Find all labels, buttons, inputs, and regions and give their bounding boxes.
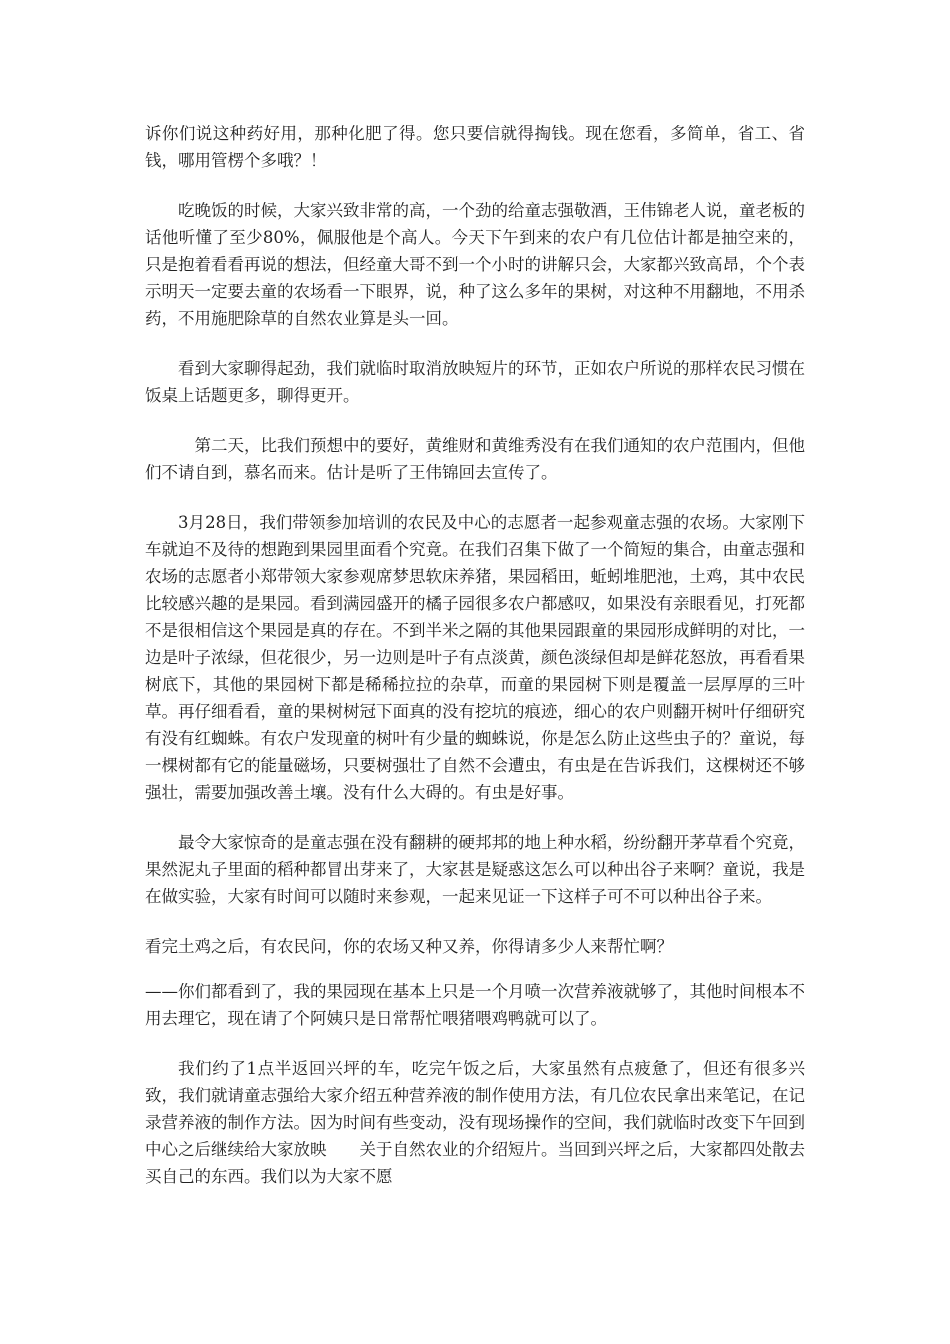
paragraph-dinner: 吃晚饭的时候，大家兴致非常的高，一个劲的给童志强敬酒，王伟锦老人说，童老板的话他听懂了至少80%，佩服他是个高人。今天下午到来的农户有几位估计都是抽空来的，只是抱着看看再说的想法，但经童大哥不到一个小时的讲解只会，大家都兴致高昂，个个表示明天一定要去童的农场看一下眼界，说，种了这么多年的果树，对这种不用翻地，不用杀药，不用施肥除草的自然农业算是头一回。 [145,201,805,328]
document-body [145,120,805,1213]
paragraph-return: 我们约了1点半返回兴坪的车，吃完午饭之后，大家虽然有点疲惫了，但还有很多兴致，我们就请童志强给大家介绍五种营养液的制作使用方法，有几位农民拿出来笔记，在记录营养液的制作方法。因为时间有些变动，没有现场操作的空间，我们就临时改变下午回到中心之后继续给大家放映 关于自然农业的介绍短片。当回到兴坪之后，大家都四处散去买自己的东西。我们以为大家不愿 [145,1059,805,1186]
paragraph-question: 看完土鸡之后，有农民问，你的农场又种又养，你得请多少人来帮忙啊？ [145,937,673,956]
paragraph-continuation: 诉你们说这种药好用，那种化肥了得。您只要信就得掏钱。现在您看，多简单，省工、省钱，哪用管楞个多哦？！ [145,124,805,170]
paragraph-rice-planting: 最令大家惊奇的是童志强在没有翻耕的硬邦邦的地上种水稻，纷纷翻开茅草看个究竟，果然泥丸子里面的稻种都冒出芽来了，大家甚是疑惑这怎么可以种出谷子来啊？童说，我是在做实验，大家有时间可以随时来参观，一起来见证一下这样子可不可以种出谷子来。 [145,833,805,906]
paragraph-second-day: 第二天，比我们预想中的要好，黄维财和黄维秀没有在我们通知的农户范围内，但他们不请自到，慕名而来。估计是听了王伟锦回去宣传了。 [145,436,805,482]
paragraph-chatting: 看到大家聊得起劲，我们就临时取消放映短片的环节，正如农户所说的那样农民习惯在饭桌上话题更多，聊得更开。 [145,359,805,405]
paragraph-answer: ——你们都看到了，我的果园现在基本上只是一个月喷一次营养液就够了，其他时间根本不用去理它，现在请了个阿姨只是日常帮忙喂猪喂鸡鸭就可以了。 [145,982,805,1028]
paragraph-march-28: 3月28日，我们带领参加培训的农民及中心的志愿者一起参观童志强的农场。大家刚下车就迫不及待的想跑到果园里面看个究竟。在我们召集下做了一个简短的集合，由童志强和农场的志愿者小郑带领大家参观席梦思软床养猪，果园稻田，蚯蚓堆肥池，土鸡，其中农民比较感兴趣的是果园。看到满园盛开的橘子园很多农户都感叹，如果没有亲眼看见，打死都不是很相信这个果园是真的存在。不到半米之隔的其他果园跟童的果园形成鲜明的对比，一边是叶子浓绿，但花很少，另一边则是叶子有点淡黄，颜色淡绿但却是鲜花怒放，再看看果树底下，其他的果园树下都是稀稀拉拉的杂草，而童的果园树下则是覆盖一层厚厚的三叶草。再仔细看看，童的果树树冠下面真的没有挖坑的痕迹，细心的农户则翻开树叶仔细研究有没有红蜘蛛。有农户发现童的树叶有少量的蜘蛛说，你是怎么防止这些虫子的？童说，每一棵树都有它的能量磁场，只要树强壮了自然不会遭虫，有虫是在告诉我们，这棵树还不够强壮，需要加强改善土壤。没有什么大碍的。有虫是好事。 [145,513,805,802]
